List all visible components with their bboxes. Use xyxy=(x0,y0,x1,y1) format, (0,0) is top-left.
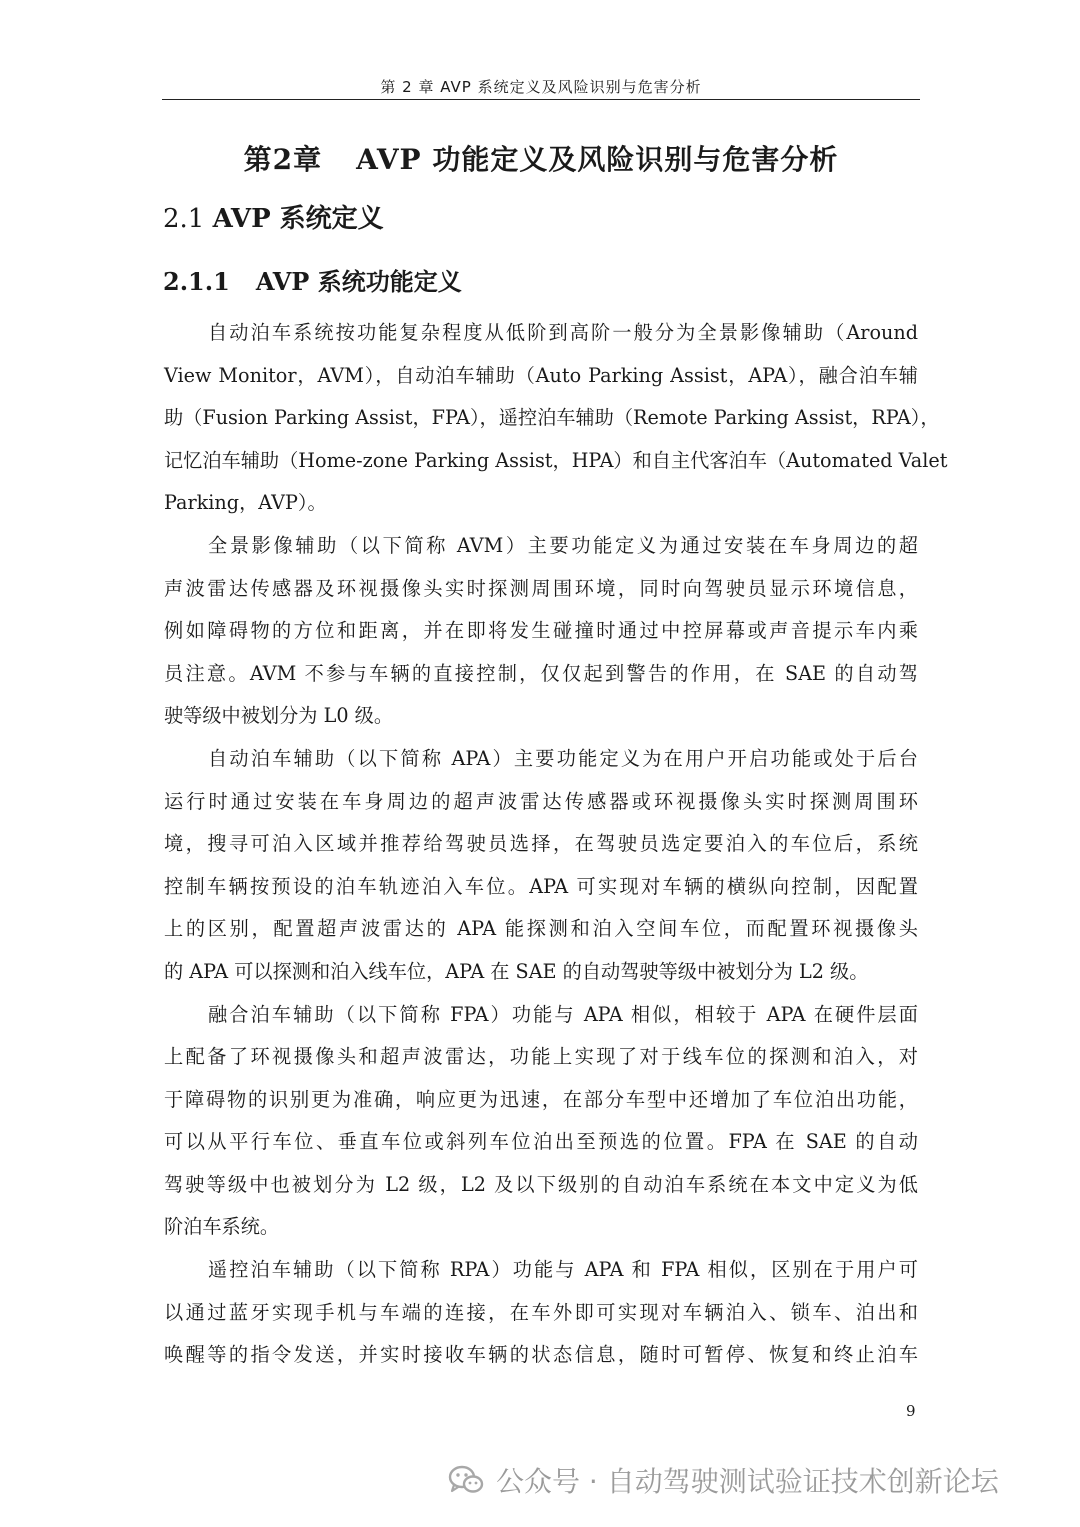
paragraph-line: 自动泊车系统按功能复杂程度从低阶到高阶一般分为全景影像辅助（Around xyxy=(208,321,918,344)
paragraph-line: 自动泊车辅助（以下简称 APA）主要功能定义为在用户开启功能或处于后台 xyxy=(208,746,918,770)
paragraph xyxy=(164,525,918,738)
paragraph-line: 记忆泊车辅助（Home-zone Parking Assist，HPA）和自主代客泊车（Automated Valet xyxy=(164,448,948,472)
paragraph-line: 的 APA 可以探测和泊入线车位，APA 在 SAE 的自动驾驶等级中被划分为 L2 级。 xyxy=(164,959,869,983)
paragraph-line: 上配备了环视摄像头和超声波雷达，功能上实现了对于线车位的探测和泊入，对 xyxy=(164,1045,918,1069)
paragraph-line: Parking，AVP）。 xyxy=(164,491,327,515)
paragraph-line: 运行时通过安装在车身周边的超声波雷达传感器或环视摄像头实时探测周围环 xyxy=(164,789,918,813)
paragraph-line: 声波雷达传感器及环视摄像头实时探测周围环境，同时向驾驶员显示环境信息， xyxy=(164,576,918,600)
paragraph xyxy=(164,312,948,525)
paragraph-line: 全景影像辅助（以下简称 AVM）主要功能定义为通过安装在车身周边的超 xyxy=(208,533,918,557)
subsection-name: AVP 系统功能定义 xyxy=(255,267,462,296)
paragraph xyxy=(164,738,918,994)
paragraph-line: 例如障碍物的方位和距离，并在即将发生碰撞时通过中控屏幕或声音提示车内乘 xyxy=(164,619,918,643)
wechat-logo-icon xyxy=(448,1465,484,1495)
paragraph-line: 控制车辆按预设的泊车轨迹泊入车位。APA 可实现对车辆的横纵向控制，因配置 xyxy=(164,874,918,898)
paragraph-line: 助（Fusion Parking Assist，FPA），遥控泊车辅助（Remote Parking Assist，RPA）， xyxy=(164,406,940,430)
section-title xyxy=(163,198,384,235)
paragraph-line: 员注意。AVM 不参与车辆的直接控制，仅仅起到警告的作用，在 SAE 的自动驾 xyxy=(164,661,918,685)
paragraph-line: 境，搜寻可泊入区域并推荐给驾驶员选择，在驾驶员选定要泊入的车位后，系统 xyxy=(164,832,918,856)
watermark-text: 公众号 · 自动驾驶测试验证技术创新论坛 xyxy=(496,1465,999,1498)
section-number: 2.1 xyxy=(163,204,205,234)
chapter-number: 第2章 xyxy=(243,143,323,176)
paragraph-line: 阶泊车系统。 xyxy=(164,1215,280,1239)
header-rule xyxy=(162,99,920,100)
subsection-title xyxy=(163,262,462,297)
running-header: 第 2 章 AVP 系统定义及风险识别与危害分析 xyxy=(380,78,702,96)
paragraph-line: 上的区别，配置超声波雷达的 APA 能探测和泊入空间车位，而配置环视摄像头 xyxy=(164,917,918,941)
paragraph xyxy=(164,994,918,1250)
paragraph-line: 驶等级中被划分为 L0 级。 xyxy=(164,704,394,728)
paragraph-line: 融合泊车辅助（以下简称 FPA）功能与 APA 相似，相较于 APA 在硬件层面 xyxy=(208,1002,918,1026)
paragraph-line: 可以从平行车位、垂直车位或斜列车位泊出至预选的位置。FPA 在 SAE 的自动 xyxy=(164,1130,918,1154)
chapter-title xyxy=(162,138,920,178)
paragraph xyxy=(164,1249,918,1377)
paragraph-line: 唤醒等的指令发送，并实时接收车辆的状态信息，随时可暂停、恢复和终止泊车 xyxy=(164,1343,918,1367)
subsection-number: 2.1.1 xyxy=(163,267,230,296)
watermark xyxy=(448,1460,999,1500)
chapter-name: AVP 功能定义及风险识别与危害分析 xyxy=(356,143,839,176)
body-text xyxy=(164,312,948,1377)
paragraph-line: 驾驶等级中也被划分为 L2 级，L2 及以下级别的自动泊车系统在本文中定义为低 xyxy=(164,1172,918,1196)
paragraph-line: 于障碍物的识别更为准确，响应更为迅速，在部分车型中还增加了车位泊出功能， xyxy=(164,1087,918,1111)
paragraph-line: 遥控泊车辅助（以下简称 RPA）功能与 APA 和 FPA 相似，区别在于用户可 xyxy=(208,1258,918,1282)
paragraph-line: View Monitor，AVM），自动泊车辅助（Auto Parking Assist，APA），融合泊车辅 xyxy=(164,363,918,387)
page-number: 9 xyxy=(906,1402,916,1420)
section-name: AVP 系统定义 xyxy=(212,204,384,234)
paragraph-line: 以通过蓝牙实现手机与车端的连接，在车外即可实现对车辆泊入、锁车、泊出和 xyxy=(164,1300,918,1324)
